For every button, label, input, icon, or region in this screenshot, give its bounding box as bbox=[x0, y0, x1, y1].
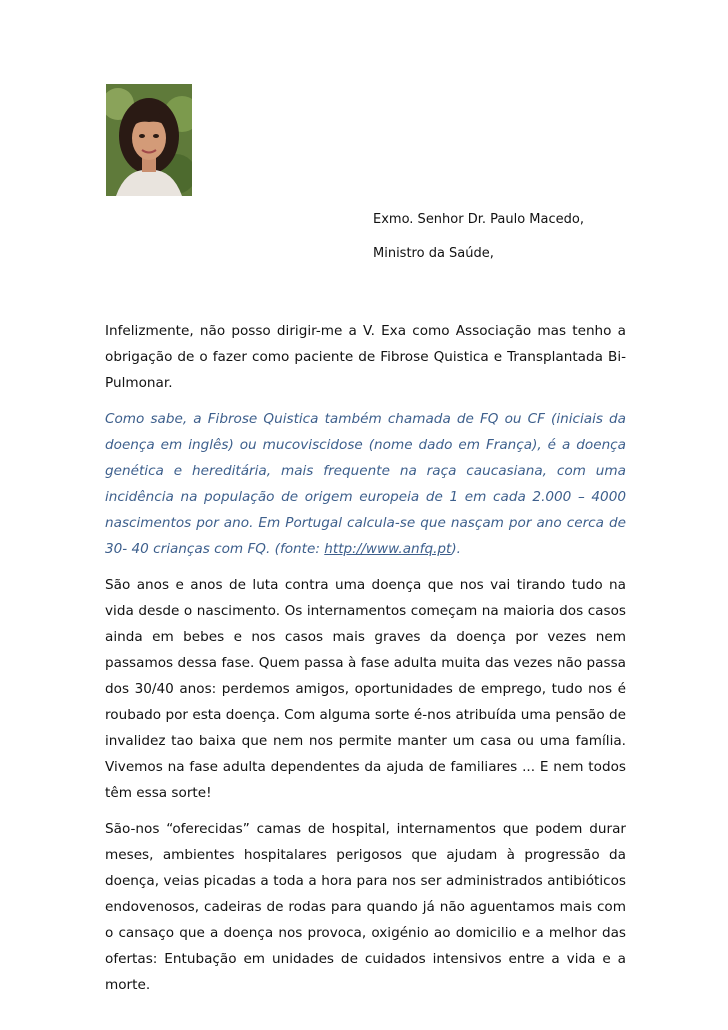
fq-definition-text: Como sabe, a Fibrose Quistica também chamada de FQ ou CF (iniciais da doença em inglês) ou mucoviscidose (nome dado em França), é a doença genética e hereditária, mais frequente na raça caucasiana, com uma incidência na população de origem europeia de 1 em cada 2.000 – 4000 nascimentos por ano. Em Portugal calcula-se que nasçam por ano cerca de 30- 40 crianças com FQ. (fonte: bbox=[105, 411, 626, 557]
letter-body bbox=[105, 318, 626, 1008]
author-photo bbox=[106, 84, 192, 196]
addressee-title: Ministro da Saúde, bbox=[373, 246, 494, 261]
addressee-name: Exmo. Senhor Dr. Paulo Macedo, bbox=[373, 212, 584, 227]
paragraph-hospital: São-nos “oferecidas” camas de hospital, internamentos que podem durar meses, ambientes hospitalares perigosos que ajudam à progressão da doença, veias picadas a toda a hora para nos ser administrados antibióticos endovenosos, cadeiras de rodas para quando já não aguentamos mais com o cansaço que a doença nos provoca, oxigénio ao domicilio e a melhor das ofertas: Entubação em unidades de cuidados intensivos entre a vida e a morte. bbox=[105, 821, 626, 993]
addressee-block bbox=[373, 212, 584, 280]
portrait-image bbox=[106, 84, 192, 196]
fq-definition-end: ). bbox=[451, 541, 461, 557]
paragraph-struggle: São anos e anos de luta contra uma doença que nos vai tirando tudo na vida desde o nascimento. Os internamentos começam na maioria dos casos ainda em bebes e nos casos mais graves da doença por vezes nem passamos dessa fase. Quem passa à fase adulta muita das vezes não passa dos 30/40 anos: perdemos amigos, oportunidades de emprego, tudo nos é roubado por esta doença. Com alguma sorte é-nos atribuída uma pensão de invalidez tao baixa que nem nos permite manter um casa ou uma família. Vivemos na fase adulta dependentes da ajuda de familiares ... E nem todos têm essa sorte! bbox=[105, 577, 626, 801]
paragraph-intro: Infelizmente, não posso dirigir-me a V. Exa como Associação mas tenho a obrigação de o fazer como paciente de Fibrose Quistica e Transplantada Bi-Pulmonar. bbox=[105, 323, 626, 391]
paragraph-fq-definition bbox=[105, 406, 626, 562]
source-link[interactable]: http://www.anfq.pt bbox=[324, 541, 452, 557]
